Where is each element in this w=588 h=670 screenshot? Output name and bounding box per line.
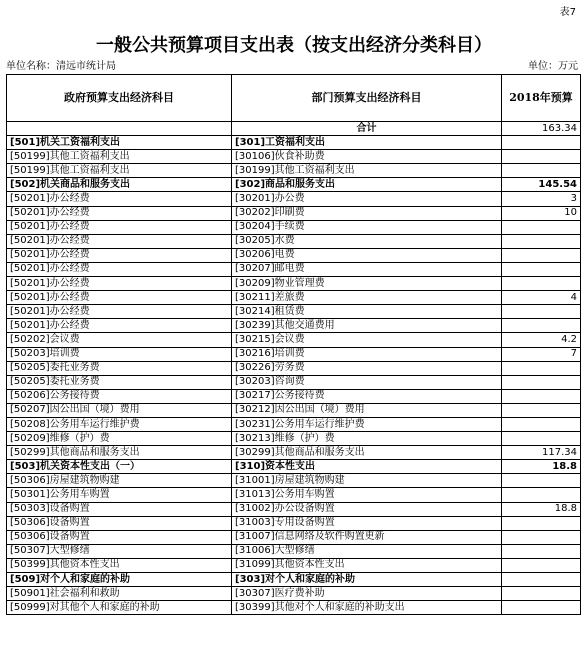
- dept-category-cell: [30307]医疗费补助: [232, 587, 502, 601]
- table-row: [7, 319, 581, 333]
- dept-category-cell: [303]对个人和家庭的补助: [232, 573, 502, 587]
- header-gov-category: 政府预算支出经济科目: [7, 75, 232, 122]
- gov-category-cell: [50201]办公经费: [7, 305, 232, 319]
- total-value: 163.34: [502, 122, 581, 136]
- gov-category-cell: [50201]办公经费: [7, 319, 232, 333]
- table-row: [7, 277, 581, 291]
- dept-category-cell: [31006]大型修缮: [232, 544, 502, 558]
- dept-category-cell: [31099]其他资本性支出: [232, 558, 502, 572]
- budget-table: [6, 74, 581, 615]
- table-row: [7, 502, 581, 516]
- gov-category-cell: [50299]其他商品和服务支出: [7, 446, 232, 460]
- budget-amount-cell: [502, 150, 581, 164]
- table-row: [7, 305, 581, 319]
- gov-category-cell: [503]机关资本性支出（一）: [7, 460, 232, 474]
- budget-amount-cell: [502, 488, 581, 502]
- budget-amount-cell: [502, 558, 581, 572]
- gov-category-cell: [50201]办公经费: [7, 192, 232, 206]
- dept-category-cell: [31001]房屋建筑物购建: [232, 474, 502, 488]
- gov-category-cell: [50199]其他工资福利支出: [7, 164, 232, 178]
- gov-category-cell: [50301]公务用车购置: [7, 488, 232, 502]
- budget-amount-cell: 4: [502, 291, 581, 305]
- budget-amount-cell: [502, 319, 581, 333]
- category-row: [7, 136, 581, 150]
- budget-amount-cell: [502, 220, 581, 234]
- budget-amount-cell: [502, 375, 581, 389]
- gov-category-cell: [50306]设备购置: [7, 530, 232, 544]
- budget-amount-cell: [502, 277, 581, 291]
- table-row: [7, 192, 581, 206]
- table-row: [7, 291, 581, 305]
- table-row: [7, 150, 581, 164]
- budget-amount-cell: [502, 587, 581, 601]
- total-row: [7, 122, 581, 136]
- table-number: 表7: [559, 7, 576, 18]
- table-row: [7, 389, 581, 403]
- dept-category-cell: [31007]信息网络及软件购置更新: [232, 530, 502, 544]
- budget-amount-cell: [502, 403, 581, 417]
- budget-amount-cell: [502, 164, 581, 178]
- table-row: [7, 164, 581, 178]
- table-row: [7, 587, 581, 601]
- dept-category-cell: [30239]其他交通费用: [232, 319, 502, 333]
- dept-category-cell: [30106]伙食补助费: [232, 150, 502, 164]
- budget-amount-cell: [502, 432, 581, 446]
- table-row: [7, 220, 581, 234]
- dept-category-cell: [302]商品和服务支出: [232, 178, 502, 192]
- gov-category-cell: [50901]社会福利和救助: [7, 587, 232, 601]
- gov-category-cell: [50201]办公经费: [7, 248, 232, 262]
- dept-category-cell: [30207]邮电费: [232, 262, 502, 276]
- budget-amount-cell: 10: [502, 206, 581, 220]
- dept-category-cell: [310]资本性支出: [232, 460, 502, 474]
- budget-amount-cell: 18.8: [502, 460, 581, 474]
- table-row: [7, 347, 581, 361]
- gov-category-cell: [50306]房屋建筑物购建: [7, 474, 232, 488]
- gov-category-cell: [50199]其他工资福利支出: [7, 150, 232, 164]
- category-row: [7, 460, 581, 474]
- dept-category-cell: [30199]其他工资福利支出: [232, 164, 502, 178]
- dept-category-cell: [30231]公务用车运行维护费: [232, 417, 502, 431]
- dept-category-cell: [30209]物业管理费: [232, 277, 502, 291]
- gov-category-cell: [50999]对其他个人和家庭的补助: [7, 601, 232, 615]
- gov-category-cell: [50201]办公经费: [7, 234, 232, 248]
- gov-category-cell: [50399]其他资本性支出: [7, 558, 232, 572]
- dept-category-cell: [301]工资福利支出: [232, 136, 502, 150]
- budget-amount-cell: [502, 361, 581, 375]
- dept-category-cell: [30212]因公出国（境）费用: [232, 403, 502, 417]
- table-row: [7, 234, 581, 248]
- budget-amount-cell: 4.2: [502, 333, 581, 347]
- gov-category-cell: [50201]办公经费: [7, 277, 232, 291]
- budget-amount-cell: [502, 305, 581, 319]
- gov-category-cell: [50203]培训费: [7, 347, 232, 361]
- header-row: [7, 75, 581, 122]
- budget-amount-cell: [502, 573, 581, 587]
- budget-amount-cell: [502, 544, 581, 558]
- page-title: 一般公共预算项目支出表（按支出经济分类科目）: [96, 35, 492, 56]
- table-row: [7, 488, 581, 502]
- budget-amount-cell: [502, 516, 581, 530]
- budget-amount-cell: 3: [502, 192, 581, 206]
- meta-bar: [6, 57, 578, 71]
- gov-category-cell: [50207]因公出国（境）费用: [7, 403, 232, 417]
- budget-amount-cell: [502, 417, 581, 431]
- table-row: [7, 544, 581, 558]
- gov-category-cell: [50303]设备购置: [7, 502, 232, 516]
- table-row: [7, 474, 581, 488]
- table-row: [7, 333, 581, 347]
- table-row: [7, 530, 581, 544]
- dept-category-cell: [30206]电费: [232, 248, 502, 262]
- total-empty-cell: [7, 122, 232, 136]
- gov-category-cell: [50202]会议费: [7, 333, 232, 347]
- dept-category-cell: [31013]公务用车购置: [232, 488, 502, 502]
- gov-category-cell: [50201]办公经费: [7, 262, 232, 276]
- gov-category-cell: [50205]委托业务费: [7, 361, 232, 375]
- dept-category-cell: [30226]劳务费: [232, 361, 502, 375]
- budget-amount-cell: [502, 136, 581, 150]
- table-row: [7, 403, 581, 417]
- budget-amount-cell: [502, 530, 581, 544]
- table-row: [7, 417, 581, 431]
- budget-amount-cell: [502, 389, 581, 403]
- budget-amount-cell: 7: [502, 347, 581, 361]
- gov-category-cell: [50206]公务接待费: [7, 389, 232, 403]
- dept-category-cell: [30204]手续费: [232, 220, 502, 234]
- dept-category-cell: [30299]其他商品和服务支出: [232, 446, 502, 460]
- gov-category-cell: [50306]设备购置: [7, 516, 232, 530]
- gov-category-cell: [50307]大型修缮: [7, 544, 232, 558]
- gov-category-cell: [50209]维修（护）费: [7, 432, 232, 446]
- table-row: [7, 516, 581, 530]
- gov-category-cell: [50208]公务用车运行维护费: [7, 417, 232, 431]
- gov-category-cell: [502]机关商品和服务支出: [7, 178, 232, 192]
- dept-category-cell: [30205]水费: [232, 234, 502, 248]
- table-row: [7, 432, 581, 446]
- category-row: [7, 573, 581, 587]
- dept-category-cell: [30213]维修（护）费: [232, 432, 502, 446]
- header-dept-category: 部门预算支出经济科目: [232, 75, 502, 122]
- gov-category-cell: [50201]办公经费: [7, 206, 232, 220]
- gov-category-cell: [50201]办公经费: [7, 291, 232, 305]
- table-row: [7, 601, 581, 615]
- dept-category-cell: [30399]其他对个人和家庭的补助支出: [232, 601, 502, 615]
- table-row: [7, 361, 581, 375]
- total-label: 合计: [232, 122, 502, 136]
- dept-category-cell: [31003]专用设备购置: [232, 516, 502, 530]
- gov-category-cell: [501]机关工资福利支出: [7, 136, 232, 150]
- dept-category-cell: [30201]办公费: [232, 192, 502, 206]
- dept-category-cell: [30215]会议费: [232, 333, 502, 347]
- dept-category-cell: [31002]办公设备购置: [232, 502, 502, 516]
- currency-unit: 单位：万元: [528, 61, 578, 72]
- budget-amount-cell: [502, 234, 581, 248]
- dept-category-cell: [30217]公务接待费: [232, 389, 502, 403]
- table-row: [7, 558, 581, 572]
- gov-category-cell: [50205]委托业务费: [7, 375, 232, 389]
- budget-amount-cell: [502, 601, 581, 615]
- dept-category-cell: [30202]印刷费: [232, 206, 502, 220]
- budget-amount-cell: 145.54: [502, 178, 581, 192]
- budget-amount-cell: [502, 248, 581, 262]
- dept-category-cell: [30214]租赁费: [232, 305, 502, 319]
- dept-category-cell: [30211]差旅费: [232, 291, 502, 305]
- category-row: [7, 178, 581, 192]
- budget-amount-cell: 117.34: [502, 446, 581, 460]
- dept-category-cell: [30203]咨询费: [232, 375, 502, 389]
- table-row: [7, 206, 581, 220]
- dept-category-cell: [30216]培训费: [232, 347, 502, 361]
- budget-amount-cell: [502, 262, 581, 276]
- header-budget-2018: 2018年预算: [502, 75, 581, 122]
- budget-amount-cell: [502, 474, 581, 488]
- gov-category-cell: [50201]办公经费: [7, 220, 232, 234]
- table-row: [7, 262, 581, 276]
- gov-category-cell: [509]对个人和家庭的补助: [7, 573, 232, 587]
- unit-name: 单位名称：清远市统计局: [6, 61, 116, 72]
- budget-amount-cell: 18.8: [502, 502, 581, 516]
- table-row: [7, 375, 581, 389]
- table-row: [7, 248, 581, 262]
- table-row: [7, 446, 581, 460]
